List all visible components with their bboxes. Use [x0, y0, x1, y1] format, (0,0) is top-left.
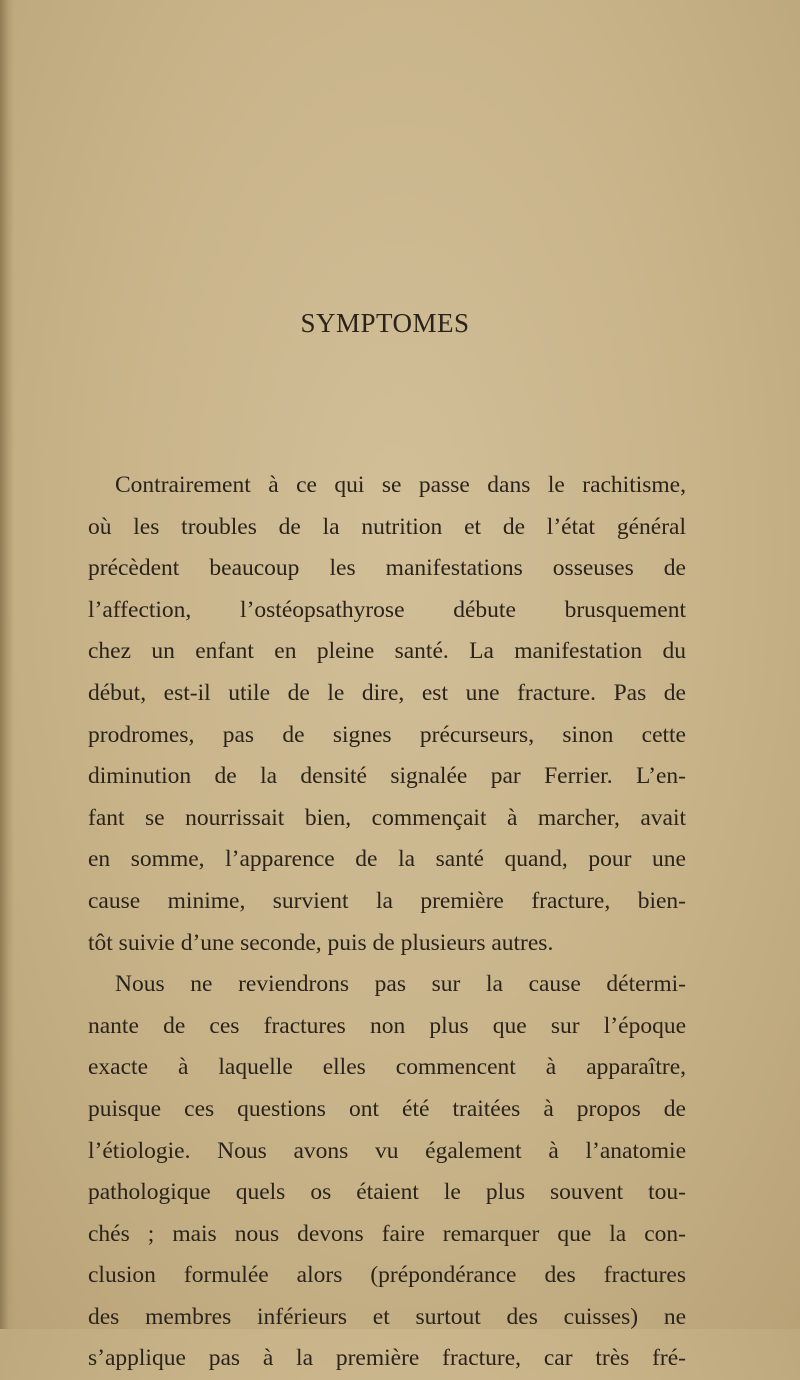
- text-line: prodromes, pas de signes précurseurs, sinon cette: [88, 721, 686, 748]
- text-line: fant se nourrissait bien, commençait à marcher, avait: [88, 804, 686, 831]
- text-line: début, est-il utile de le dire, est une fracture. Pas de: [88, 679, 686, 706]
- text-line: puisque ces questions ont été traitées à propos de: [88, 1095, 686, 1122]
- page-binding-edge: [0, 0, 14, 1329]
- text-line: clusion formulée alors (prépondérance des fractures: [88, 1262, 686, 1289]
- text-line: exacte à laquelle elles commencent à apparaître,: [88, 1054, 686, 1081]
- text-line: nante de ces fractures non plus que sur l’époque: [88, 1012, 686, 1039]
- body-text: [88, 465, 686, 1380]
- text-line: chés ; mais nous devons faire remarquer que la con-: [88, 1220, 686, 1247]
- text-line: pathologique quels os étaient le plus souvent tou-: [88, 1179, 686, 1206]
- text-line: diminution de la densité signalée par Ferrier. L’en-: [88, 763, 686, 790]
- text-line: des membres inférieurs et surtout des cuisses) ne: [88, 1303, 686, 1330]
- text-line: cause minime, survient la première fracture, bien-: [88, 887, 686, 914]
- chapter-title: SYMPTOMES: [300, 308, 470, 338]
- text-line: tôt suivie d’une seconde, puis de plusieurs autres.: [88, 929, 554, 956]
- text-line: précèdent beaucoup les manifestations osseuses de: [88, 555, 686, 582]
- text-line: chez un enfant en pleine santé. La manifestation du: [88, 638, 686, 665]
- text-line: l’étiologie. Nous avons vu également à l’anatomie: [88, 1137, 686, 1164]
- text-line: où les troubles de la nutrition et de l’état général: [88, 513, 686, 540]
- text-line: Contrairement à ce qui se passe dans le rachitisme,: [115, 472, 686, 498]
- text-line: l’affection, l’ostéopsathyrose débute brusquement: [88, 596, 686, 623]
- text-line: s’applique pas à la première fracture, car très fré-: [88, 1345, 686, 1372]
- text-line: en somme, l’apparence de la santé quand, pour une: [88, 846, 686, 873]
- text-line: Nous ne reviendrons pas sur la cause détermi-: [115, 971, 686, 998]
